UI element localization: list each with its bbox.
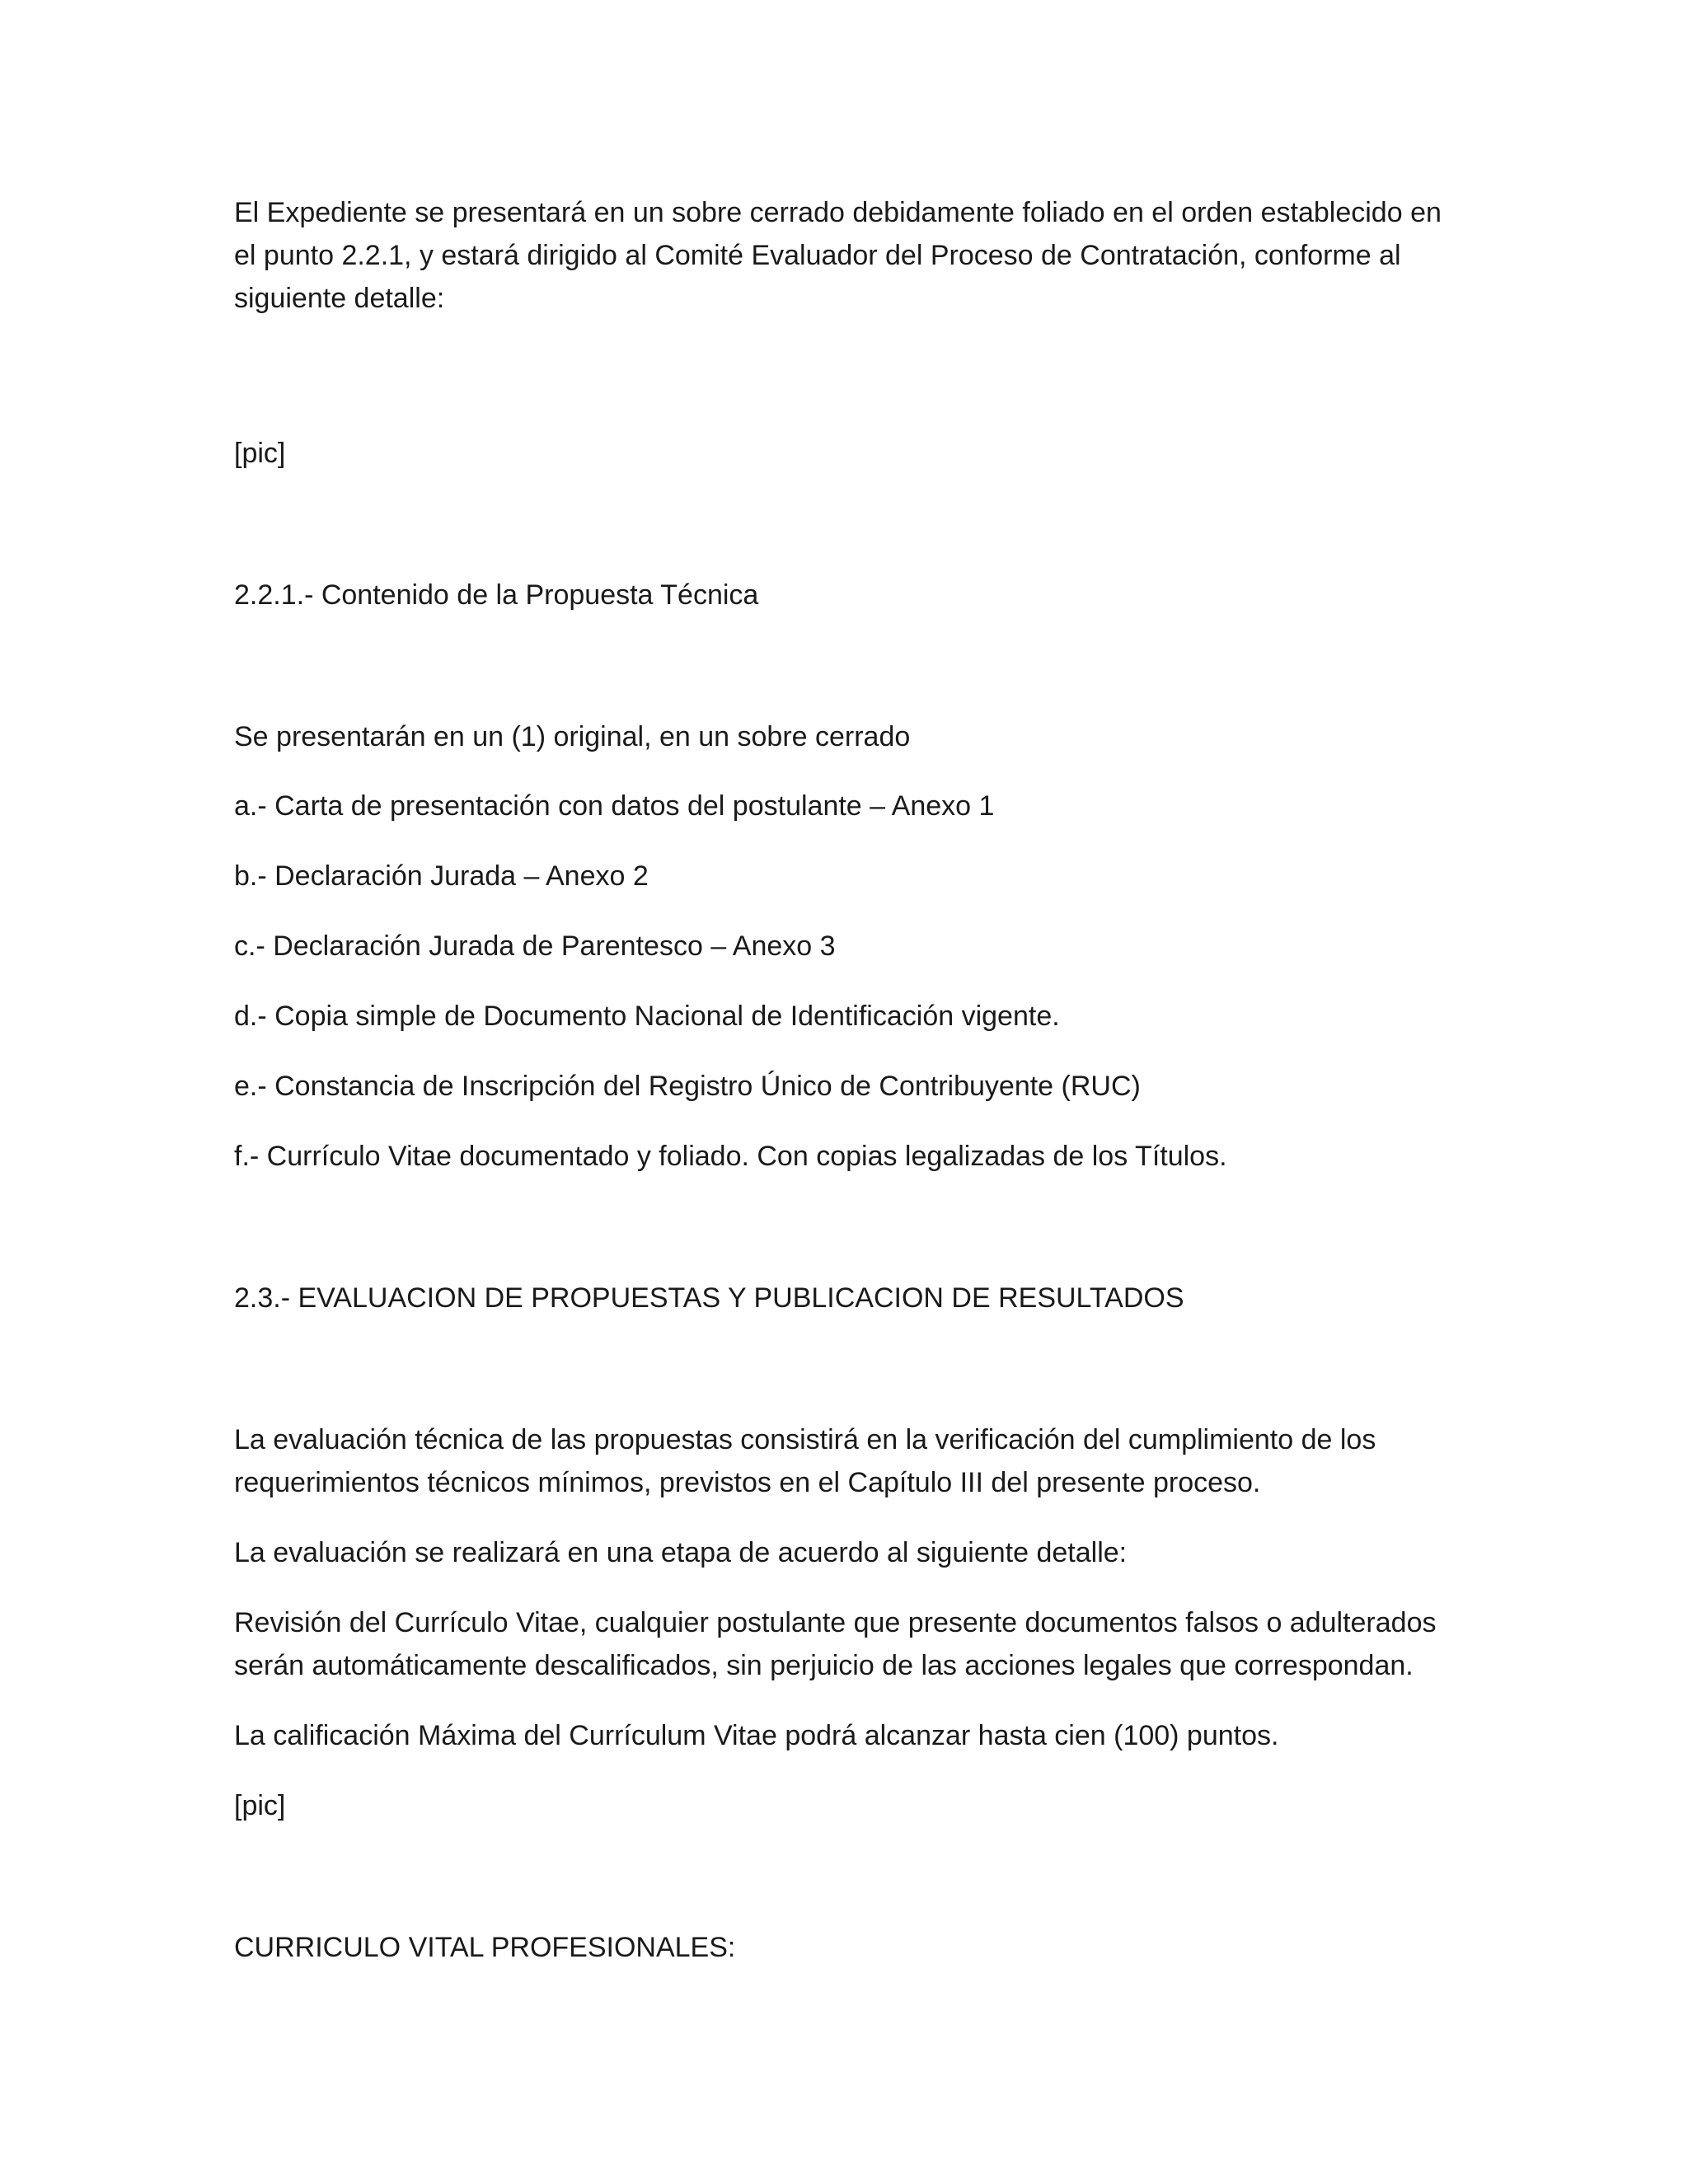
evaluation-paragraph: La evaluación se realizará en una etapa de acuerdo al siguiente detalle:	[234, 1537, 1128, 1568]
list-item: e.- Constancia de Inscripción del Registro Único de Contribuyente (RUC)	[234, 1071, 1141, 1102]
section-heading-2-2-1: 2.2.1.- Contenido de la Propuesta Técnica	[234, 579, 759, 611]
list-lead-text: Se presentarán en un (1) original, en un sobre cerrado	[234, 721, 911, 752]
list-item: b.- Declaración Jurada – Anexo 2	[234, 860, 649, 892]
evaluation-paragraph: La calificación Máxima del Currículum Vitae podrá alcanzar hasta cien (100) puntos.	[234, 1720, 1279, 1751]
evaluation-paragraph: Revisión del Currículo Vitae, cualquier postulante que presente documentos falsos o adulterados serán automáticamente descalificados, sin perjuicio de las acciones legales que correspondan.	[234, 1607, 1437, 1681]
image-placeholder: [pic]	[234, 1790, 286, 1821]
evaluation-paragraph: La evaluación técnica de las propuestas consistirá en la verificación del cumplimiento de los requerimientos técnicos mínimos, previstos en el Capítulo III del presente proceso.	[234, 1424, 1376, 1498]
closing-heading: CURRICULO VITAL PROFESIONALES:	[234, 1932, 736, 1963]
list-item: d.- Copia simple de Documento Nacional de Identificación vigente.	[234, 1001, 1060, 1032]
image-placeholder: [pic]	[234, 438, 286, 469]
list-item: c.- Declaración Jurada de Parentesco – Anexo 3	[234, 930, 836, 962]
list-item: a.- Carta de presentación con datos del postulante – Anexo 1	[234, 790, 995, 822]
intro-paragraph: El Expediente se presentará en un sobre cerrado debidamente foliado en el orden establecido en el punto 2.2.1, y estará dirigido al Comité Evaluador del Proceso de Contratación, conforme al siguiente detalle:	[234, 197, 1442, 314]
document-body	[234, 191, 1454, 1969]
section-heading-2-3: 2.3.- EVALUACION DE PROPUESTAS Y PUBLICACION DE RESULTADOS	[234, 1282, 1184, 1314]
list-item: f.- Currículo Vitae documentado y foliado. Con copias legalizadas de los Títulos.	[234, 1141, 1227, 1172]
